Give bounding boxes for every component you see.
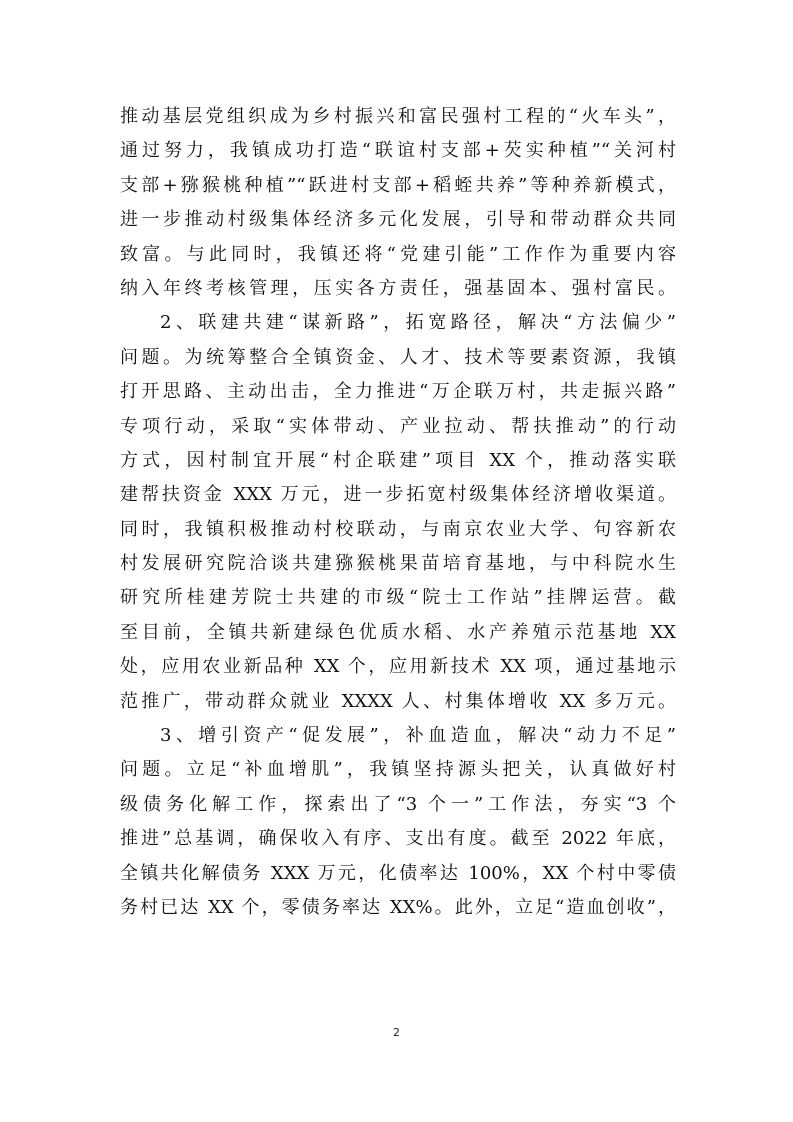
- text-line: 务村已达 XX 个，零债务率达 XX%。此外，立足“造血创收”，: [120, 896, 676, 918]
- text-line: 专项行动，采取“实体带动、产业拉动、帮扶推动”的行动: [120, 415, 676, 437]
- text-line: 建帮扶资金 XXX 万元，进一步拓宽村级集体经济增收渠道。: [120, 484, 676, 506]
- paragraph-heading-3: 3、增引资产“促发展”，补血造血，解决“动力不足”: [160, 725, 676, 747]
- text-line: 通过努力，我镇成功打造“联谊村支部+芡实种植”“关河村: [120, 140, 676, 162]
- text-line: 方式，因村制宜开展“村企联建”项目 XX 个，推动落实联: [120, 449, 676, 471]
- text-line: 村发展研究院洽谈共建猕猴桃果苗培育基地，与中科院水生: [120, 553, 676, 575]
- paragraph-heading-2: 2、联建共建“谋新路”，拓宽路径，解决“方法偏少”: [160, 312, 676, 334]
- page-number: 2: [393, 1026, 400, 1039]
- text-line: 进一步推动村级集体经济多元化发展，引导和带动群众共同: [120, 209, 676, 231]
- text-line: 致富。与此同时，我镇还将“党建引能”工作作为重要内容: [120, 243, 676, 265]
- text-line: 同时，我镇积极推动村校联动，与南京农业大学、句容新农: [120, 518, 676, 540]
- text-line: 级债务化解工作，探索出了“3 个一”工作法，夯实“3 个: [120, 793, 676, 815]
- text-line: 推动基层党组织成为乡村振兴和富民强村工程的“火车头”，: [120, 106, 676, 127]
- text-line: 纳入年终考核管理，压实各方责任，强基固本、强村富民。: [120, 277, 676, 299]
- text-line: 全镇共化解债务 XXX 万元，化债率达 100%，XX 个村中零债: [120, 862, 676, 884]
- text-line: 范推广，带动群众就业 XXXX 人、村集体增收 XX 多万元。: [120, 690, 676, 712]
- text-line: 打开思路、主动出击，全力推进“万企联万村，共走振兴路”: [120, 381, 676, 403]
- text-line: 至目前，全镇共新建绿色优质水稻、水产养殖示范基地 XX: [120, 621, 676, 643]
- text-line: 问题。立足“补血增肌”，我镇坚持源头把关，认真做好村: [120, 759, 676, 781]
- text-line: 研究所桂建芳院士共建的市级“院士工作站”挂牌运营。截: [120, 587, 676, 609]
- text-line: 支部+猕猴桃种植”“跃进村支部+稻蛭共养”等种养新模式，: [120, 174, 676, 196]
- body-text: [120, 100, 676, 925]
- text-line: 处，应用农业新品种 XX 个，应用新技术 XX 项，通过基地示: [120, 656, 676, 678]
- text-line: 问题。为统筹整合全镇资金、人才、技术等要素资源，我镇: [120, 346, 676, 368]
- text-line: 推进”总基调，确保收入有序、支出有度。截至 2022 年底，: [120, 828, 676, 850]
